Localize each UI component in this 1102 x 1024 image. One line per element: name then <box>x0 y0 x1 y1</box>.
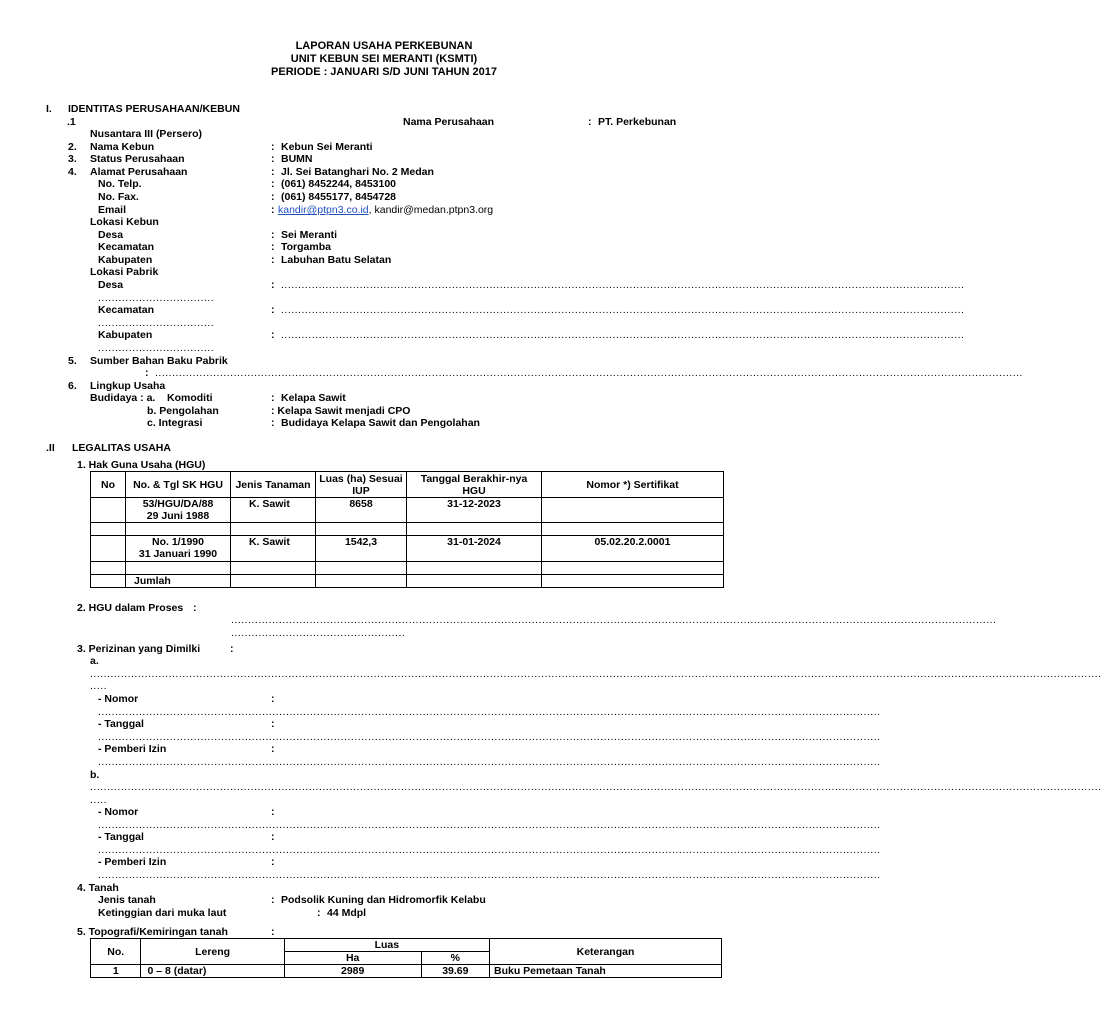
hgu-total-row <box>91 575 724 588</box>
colon: : <box>271 141 275 153</box>
section2-number: .II <box>46 442 55 454</box>
ketinggian-label: Ketinggian dari muka laut <box>98 907 227 919</box>
hgu-header-cell: No. & Tgl SK HGU <box>126 472 231 498</box>
email-value-row <box>278 204 493 216</box>
hgu-header-cell: Luas (ha) Sesuai IUP <box>316 472 407 498</box>
colon: : <box>271 806 275 818</box>
colon: : <box>271 304 275 316</box>
colon: : <box>271 329 275 341</box>
item1-value-cont: Nusantara III (Persero) <box>90 128 203 140</box>
komoditi-value: Kelapa Sawit <box>281 392 346 404</box>
topo-cell-lereng: 0 – 8 (datar) <box>141 965 284 978</box>
dotted-fill: ........................................................................................................................................................................................................ <box>281 279 965 291</box>
topo-header-pct: % <box>421 952 489 965</box>
nomor-label: - Nomor <box>98 693 139 705</box>
tanah-label: 4. Tanah <box>77 882 119 894</box>
colon: : <box>271 718 275 730</box>
section1-title: IDENTITAS PERUSAHAAN/KEBUN <box>68 103 240 115</box>
topo-header-lereng: Lereng <box>141 939 284 965</box>
colon: : <box>271 392 275 404</box>
komoditi-label: Komoditi <box>167 392 213 404</box>
telp-value: (061) 8452244, 8453100 <box>281 178 397 190</box>
pabrik-kabupaten-label: Kabupaten <box>98 329 153 341</box>
item1-number: .1 <box>67 116 76 128</box>
dotted-fill: ..... <box>90 680 108 692</box>
table-row <box>91 562 724 575</box>
kecamatan-label: Kecamatan <box>98 241 155 253</box>
item5-label: Sumber Bahan Baku Pabrik <box>90 355 228 367</box>
table-row <box>91 536 724 562</box>
topo-cell-no: 1 <box>91 965 141 978</box>
dotted-fill: ..................................................................................................................................................................................................................................... <box>98 731 881 743</box>
colon: : <box>271 279 275 291</box>
dotted-fill: .............................................................................................................................................................................................................................................................. <box>155 367 1023 379</box>
colon: : <box>271 191 275 203</box>
fax-value: (061) 8455177, 8454728 <box>281 191 397 203</box>
hgu-proses-label: 2. HGU dalam Proses <box>77 602 184 614</box>
hgu-cell-jenis: K. Sawit <box>231 536 316 562</box>
ketinggian-value: 44 Mdpl <box>327 907 367 919</box>
item2-label: Nama Kebun <box>90 141 155 153</box>
dotted-fill: .................................. <box>98 342 215 354</box>
item2-number: 2. <box>68 141 77 153</box>
hgu-header-cell: No <box>91 472 126 498</box>
item5-number: 5. <box>68 355 77 367</box>
email-link[interactable]: kandir@ptpn3.co.id <box>278 204 369 216</box>
section2-title: LEGALITAS USAHA <box>72 442 171 454</box>
dotted-fill: ..................................................................................................................................................................................................................................... <box>98 869 881 881</box>
item1-colon: : <box>588 116 592 128</box>
colon: : <box>271 894 275 906</box>
fax-label: No. Fax. <box>98 191 139 203</box>
dotted-fill: ..................................................................................................................................................................................................................................... <box>98 756 881 768</box>
jumlah-label: Jumlah <box>126 575 231 588</box>
lokasi-pabrik-label: Lokasi Pabrik <box>90 266 159 278</box>
dotted-fill: ................................................... <box>231 627 406 639</box>
kabupaten-label: Kabupaten <box>98 254 153 266</box>
dotted-fill: ..................................................................................................................................................................................................................................... <box>98 706 881 718</box>
hgu-cell-sk <box>126 536 231 562</box>
hgu-sk-date: 31 Januari 1990 <box>138 548 218 560</box>
pabrik-desa-label: Desa <box>98 279 124 291</box>
item2-value: Kebun Sei Meranti <box>281 141 373 153</box>
topo-cell-ket: Buku Pemetaan Tanah <box>490 965 722 978</box>
report-period: PERIODE : JANUARI S/D JUNI TAHUN 2017 <box>271 66 497 78</box>
hgu-cell <box>91 498 126 523</box>
lokasi-kebun-label: Lokasi Kebun <box>90 216 159 228</box>
topo-cell-pct: 39.69 <box>421 965 489 978</box>
dotted-fill: ..................................................................................................................................................................................................................................... <box>98 844 881 856</box>
colon: : <box>271 417 275 429</box>
dotted-fill: ..................................................................................................................................................................................................................................... <box>98 819 881 831</box>
jenis-tanah-label: Jenis tanah <box>98 894 156 906</box>
topografi-table <box>90 938 722 978</box>
topo-header-ket: Keterangan <box>490 939 722 965</box>
hgu-cell <box>91 536 126 562</box>
colon: : <box>271 153 275 165</box>
item3-label: Status Perusahaan <box>90 153 185 165</box>
budidaya-label: Budidaya : a. <box>90 392 156 404</box>
item6-label: Lingkup Usaha <box>90 380 166 392</box>
item4-label: Alamat Perusahaan <box>90 166 188 178</box>
perizinan-b: b. <box>90 769 100 781</box>
hgu-sk-number: 53/HGU/DA/88 <box>142 498 214 510</box>
topografi-label: 5. Topografi/Kemiringan tanah <box>77 926 228 938</box>
integrasi-label: c. Integrasi <box>147 417 203 429</box>
jenis-tanah-value: Podsolik Kuning dan Hidromorfik Kelabu <box>281 894 486 906</box>
colon: : <box>230 643 234 655</box>
dotted-fill: ........................................................................................................................................................................................................................................................................................................ <box>90 668 1102 680</box>
dotted-fill: ................................................................................................................................................................................................................................ <box>231 614 997 626</box>
email-value-2: , kandir@medan.ptpn3.org <box>368 204 494 216</box>
dotted-fill: ........................................................................................................................................................................................................ <box>281 329 965 341</box>
section1-number: I. <box>46 103 52 115</box>
item1-label: Nama Perusahaan <box>403 116 495 128</box>
hgu-cell-nomor <box>542 498 724 523</box>
colon: : <box>271 926 275 938</box>
colon: : <box>271 204 275 216</box>
hgu-sk-date: 29 Juni 1988 <box>146 510 210 522</box>
kabupaten-value: Labuhan Batu Selatan <box>281 254 392 266</box>
item3-number: 3. <box>68 153 77 165</box>
hgu-sk-number: No. 1/1990 <box>152 536 204 548</box>
topo-cell-ha: 2989 <box>284 965 421 978</box>
pengolahan-value: : Kelapa Sawit menjadi CPO <box>271 405 411 417</box>
hgu-cell-luas: 1542,3 <box>316 536 407 562</box>
table-row <box>91 965 722 978</box>
tanggal-label: - Tanggal <box>98 831 144 843</box>
pabrik-kecamatan-label: Kecamatan <box>98 304 155 316</box>
perizinan-label: 3. Perizinan yang Dimilki <box>77 643 201 655</box>
colon: : <box>145 367 149 379</box>
topo-header-row <box>91 939 722 952</box>
hgu-header-row <box>91 472 724 498</box>
hgu-cell-luas: 8658 <box>316 498 407 523</box>
report-title: LAPORAN USAHA PERKEBUNAN <box>295 40 473 52</box>
colon: : <box>193 602 197 614</box>
hgu-header-cell: Jenis Tanaman <box>231 472 316 498</box>
item4-number: 4. <box>68 166 77 178</box>
colon: : <box>271 241 275 253</box>
item1-value: PT. Perkebunan <box>598 116 677 128</box>
hgu-cell-sk <box>126 498 231 523</box>
topo-header-no: No. <box>91 939 141 965</box>
colon: : <box>271 743 275 755</box>
colon: : <box>271 229 275 241</box>
dotted-fill: ..... <box>90 794 108 806</box>
email-label: Email <box>98 204 127 216</box>
dotted-fill: .................................. <box>98 292 215 304</box>
dotted-fill: ........................................................................................................................................................................................................................................................................................................ <box>90 781 1102 793</box>
colon: : <box>271 178 275 190</box>
hgu-title: 1. Hak Guna Usaha (HGU) <box>77 459 206 471</box>
colon: : <box>271 831 275 843</box>
nomor-label: - Nomor <box>98 806 139 818</box>
pemberi-izin-label: - Pemberi Izin <box>98 743 167 755</box>
perizinan-a: a. <box>90 655 99 667</box>
desa-label: Desa <box>98 229 124 241</box>
telp-label: No. Telp. <box>98 178 142 190</box>
hgu-cell-jenis: K. Sawit <box>231 498 316 523</box>
hgu-table <box>90 471 724 588</box>
colon: : <box>271 693 275 705</box>
colon: : <box>317 907 321 919</box>
desa-value: Sei Meranti <box>281 229 338 241</box>
dotted-fill: .................................. <box>98 317 215 329</box>
hgu-header-cell: Nomor *) Sertifikat <box>542 472 724 498</box>
kecamatan-value: Torgamba <box>281 241 331 253</box>
table-row <box>91 498 724 523</box>
hgu-cell-tgl: 31-12-2023 <box>407 498 542 523</box>
colon: : <box>271 856 275 868</box>
item3-value: BUMN <box>281 153 313 165</box>
pemberi-izin-label: - Pemberi Izin <box>98 856 167 868</box>
topo-header-ha: Ha <box>284 952 421 965</box>
hgu-header-cell: Tanggal Berakhir-nya HGU <box>407 472 542 498</box>
integrasi-value: Budidaya Kelapa Sawit dan Pengolahan <box>281 417 480 429</box>
report-unit: UNIT KEBUN SEI MERANTI (KSMTI) <box>290 53 478 65</box>
tanggal-label: - Tanggal <box>98 718 144 730</box>
colon: : <box>271 254 275 266</box>
hgu-cell-nomor: 05.02.20.2.0001 <box>542 536 724 562</box>
item6-number: 6. <box>68 380 77 392</box>
colon: : <box>271 166 275 178</box>
topo-header-luas: Luas <box>284 939 489 952</box>
hgu-cell-tgl: 31-01-2024 <box>407 536 542 562</box>
item4-value: Jl. Sei Batanghari No. 2 Medan <box>281 166 434 178</box>
pengolahan-label: b. Pengolahan <box>147 405 219 417</box>
dotted-fill: ........................................................................................................................................................................................................ <box>281 304 965 316</box>
table-row <box>91 523 724 536</box>
